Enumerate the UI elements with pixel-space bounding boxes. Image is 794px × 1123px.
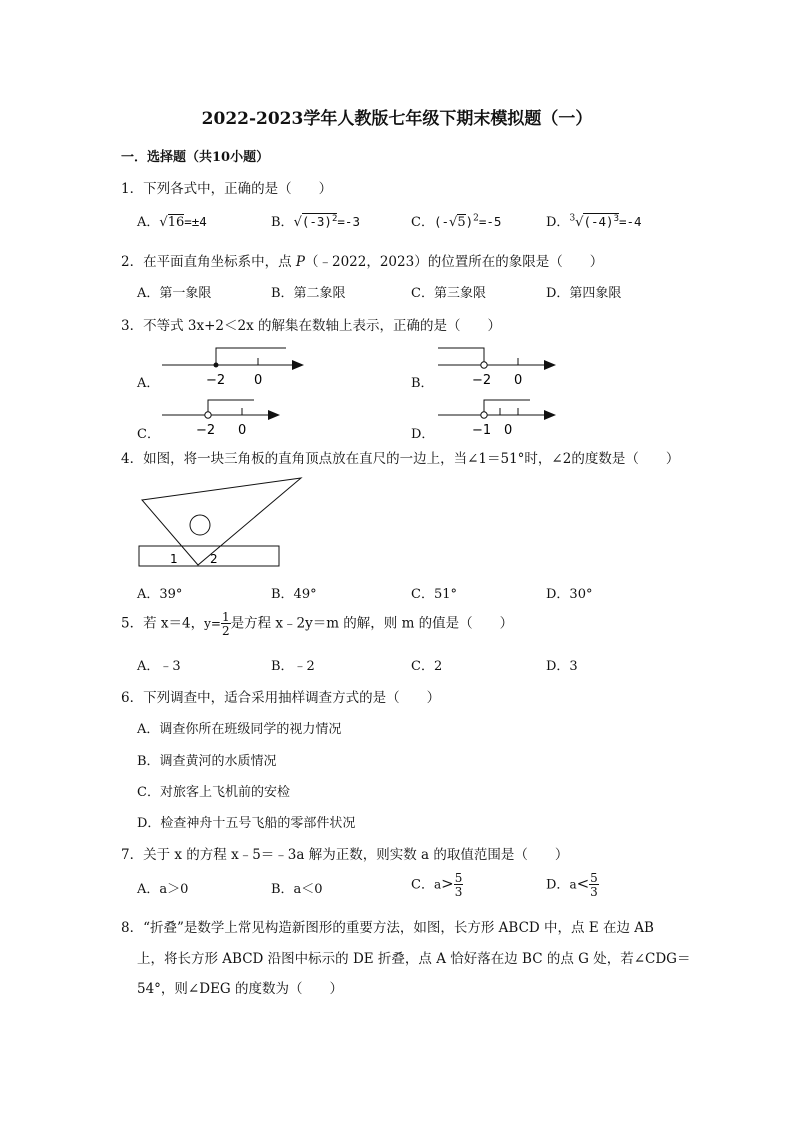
- question-6-option-c: C．对旅客上飞机前的安检: [137, 785, 290, 800]
- question-3-label-c: C．: [137, 427, 160, 442]
- question-2-option-c: C．第三象限: [411, 286, 486, 301]
- question-2-option-d: D．第四象限: [546, 286, 622, 301]
- question-1-option-b: B．$√(-3)^2=-3$: [271, 213, 360, 230]
- question-7-option-d: D．a< $\frac{5}{3}$: [546, 871, 598, 899]
- question-3-label-d: D．: [411, 427, 435, 442]
- svg-text:0: 0: [504, 423, 513, 438]
- question-2-option-a: A．第一象限: [137, 286, 212, 301]
- question-2-stem: 2．在平面直角坐标系中，点 P（﹣2022，2023）的位置所在的象限是（ ）: [121, 254, 604, 270]
- number-line-c: [160, 393, 284, 441]
- question-3-label-b: B．: [411, 376, 434, 391]
- question-7-option-a: A．a＞0: [137, 882, 189, 897]
- question-4-option-c: C．51°: [411, 587, 457, 602]
- question-3-label-a: A．: [137, 376, 160, 391]
- question-5-option-b: B．﹣2: [271, 659, 315, 674]
- question-1-option-c: C．$(-√5)^2=-5$: [411, 213, 502, 230]
- triangle-ruler-figure: [136, 474, 306, 570]
- svg-text:−2: −2: [206, 373, 226, 388]
- question-4-option-b: B．49°: [271, 587, 317, 602]
- number-line-b: [436, 340, 558, 390]
- svg-text:2: 2: [210, 552, 218, 566]
- number-line-a: [160, 340, 306, 390]
- question-6-option-b: B．调查黄河的水质情况: [137, 754, 277, 769]
- section-heading: 一．选择题（共10小题）: [121, 150, 270, 165]
- question-6-option-d: D．检查神舟十五号飞船的零部件状况: [137, 816, 356, 831]
- svg-text:−1: −1: [472, 423, 492, 438]
- question-7-option-b: B．a＜0: [271, 882, 323, 897]
- question-2-option-b: B．第二象限: [271, 286, 346, 301]
- question-8-line-2: 上，将长方形 ABCD 沿图中标示的 DE 折叠，点 A 恰好落在边 BC 的点 G 处，若∠CDG＝: [137, 951, 691, 967]
- question-5-option-c: C．2: [411, 659, 443, 674]
- question-1-option-a: A．√16=±4: [137, 214, 207, 230]
- svg-text:0: 0: [254, 373, 263, 388]
- question-8-line-3: 54°，则∠DEG 的度数为（ ）: [137, 981, 343, 997]
- question-1-option-d: D．$^3√(-4)^3=-4$: [546, 213, 642, 230]
- svg-text:0: 0: [514, 373, 523, 388]
- question-6-stem: 6．下列调查中，适合采用抽样调查方式的是（ ）: [121, 690, 441, 706]
- question-4-option-a: A．39°: [137, 587, 183, 602]
- page-title: 2022-2023学年人教版七年级下期末模拟题（一）: [201, 109, 593, 129]
- question-8-line-1: 8．“折叠”是数学上常见构造新图形的重要方法，如图，长方形 ABCD 中，点 E 在边 AB: [121, 920, 654, 936]
- question-6-option-a: A．调查你所在班级同学的视力情况: [137, 722, 342, 737]
- question-5-option-d: D．3: [546, 659, 578, 674]
- question-5-option-a: A．﹣3: [137, 659, 181, 674]
- question-4-option-d: D．30°: [546, 587, 593, 602]
- question-7-stem: 7．关于 x 的方程 x﹣5＝﹣3a 解为正数，则实数 a 的取值范围是（ ）: [121, 847, 569, 863]
- question-1-stem: 1．下列各式中，正确的是（ ）: [121, 181, 333, 197]
- question-5-stem: 5．若 x＝4，y= $\frac{1}{2}$ 是方程 x﹣2y＝m 的解，则 m 的值是（ ）: [121, 610, 514, 638]
- number-line-d: [436, 393, 558, 441]
- svg-text:−2: −2: [472, 373, 492, 388]
- question-4-stem: 4．如图，将一块三角板的直角顶点放在直尺的一边上，当∠1＝51°时，∠2的度数是（ ）: [121, 451, 680, 467]
- svg-text:−2: −2: [196, 423, 216, 438]
- svg-text:1: 1: [170, 552, 178, 566]
- svg-text:0: 0: [238, 423, 247, 438]
- question-3-stem: 3．不等式 3x+2＜2x 的解集在数轴上表示，正确的是（ ）: [121, 318, 501, 334]
- question-7-option-c: C．a> $\frac{5}{3}$: [411, 871, 463, 899]
